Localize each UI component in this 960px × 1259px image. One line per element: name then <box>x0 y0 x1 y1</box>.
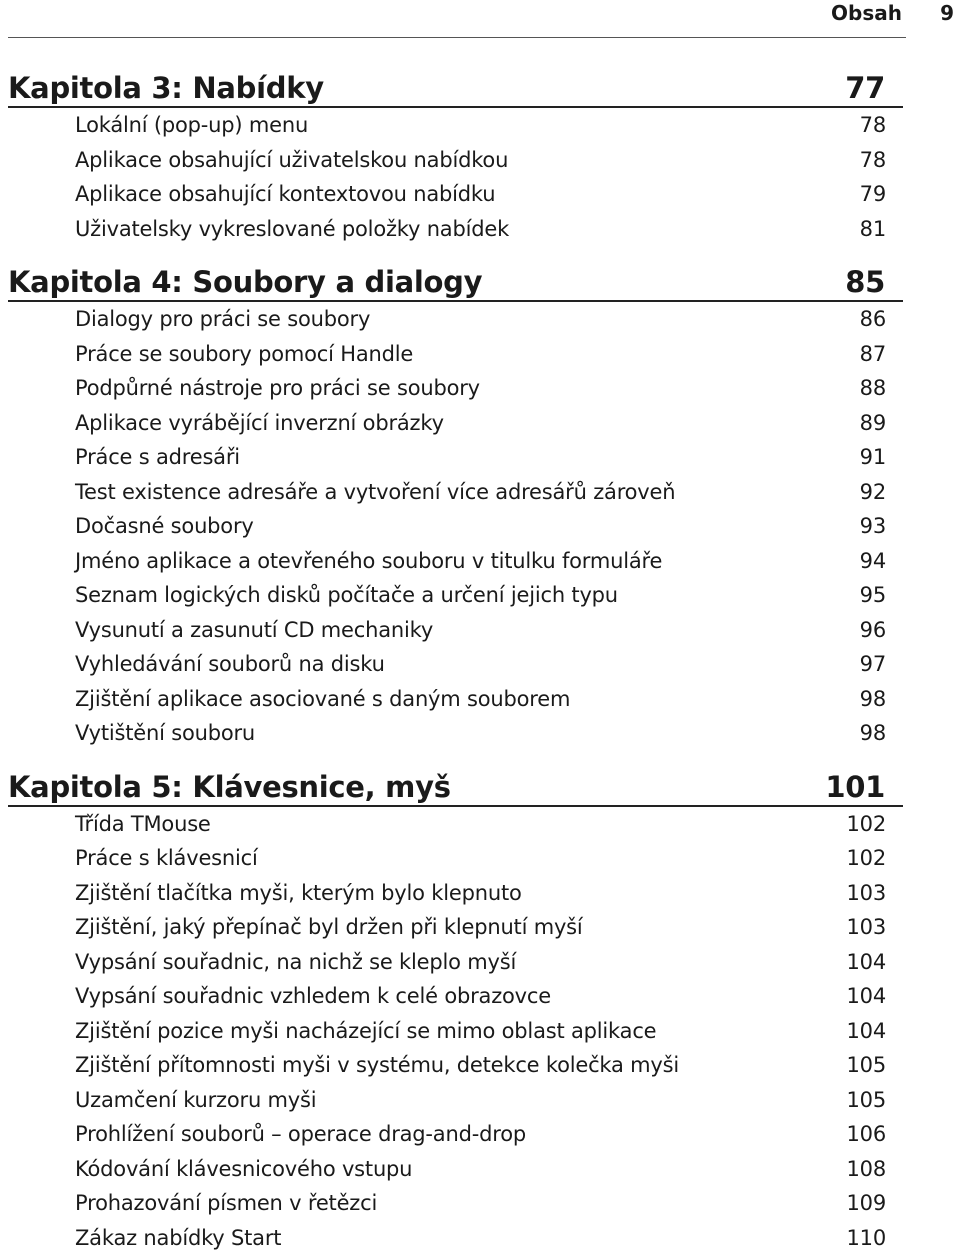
toc-entry[interactable] <box>75 337 886 372</box>
entry-page: 109 <box>846 1191 886 1216</box>
entry-page: 93 <box>859 514 886 539</box>
entry-title: Zjištění, jaký přepínač byl držen při klepnutí myší <box>75 915 583 940</box>
entry-page: 95 <box>859 583 886 608</box>
entry-title: Aplikace vyrábějící inverzní obrázky <box>75 410 444 435</box>
chapter-page: 85 <box>845 265 885 299</box>
toc-entry[interactable] <box>75 1117 886 1152</box>
toc-entry[interactable] <box>75 406 886 441</box>
entry-title: Dialogy pro práci se soubory <box>75 307 371 332</box>
entry-page: 104 <box>846 949 886 974</box>
toc-entry[interactable] <box>75 647 886 682</box>
entry-page: 105 <box>846 1053 886 1078</box>
entry-page: 96 <box>859 617 886 642</box>
entry-title: Práce s adresáři <box>75 445 240 470</box>
toc-entry[interactable] <box>75 807 886 842</box>
entry-page: 103 <box>846 915 886 940</box>
entry-page: 103 <box>846 880 886 905</box>
entry-title: Zákaz nabídky Start <box>75 1225 282 1250</box>
toc-entry[interactable] <box>75 1152 886 1187</box>
chapter-heading[interactable] <box>8 765 903 807</box>
entry-title: Zjištění přítomnosti myši v systému, detekce kolečka myši <box>75 1053 680 1078</box>
entry-page: 106 <box>846 1122 886 1147</box>
chapter-3 <box>0 66 960 246</box>
toc-entry[interactable] <box>75 1014 886 1049</box>
chapter-title: Kapitola 4: Soubory a dialogy <box>8 265 483 299</box>
entry-page: 78 <box>859 113 886 138</box>
entry-list <box>0 302 960 751</box>
entry-page: 86 <box>859 307 886 332</box>
toc-entry[interactable] <box>75 371 886 406</box>
chapter-heading[interactable] <box>8 260 903 302</box>
entry-page: 94 <box>859 548 886 573</box>
chapter-5 <box>0 765 960 1256</box>
running-header-title: Obsah <box>831 1 902 25</box>
entry-title: Prohlížení souborů – operace drag-and-drop <box>75 1122 526 1147</box>
toc-entry[interactable] <box>75 876 886 911</box>
entry-page: 110 <box>846 1225 886 1250</box>
entry-page: 89 <box>859 410 886 435</box>
entry-title: Aplikace obsahující kontextovou nabídku <box>75 182 496 207</box>
toc-entry[interactable] <box>75 979 886 1014</box>
toc-entry[interactable] <box>75 544 886 579</box>
entry-title: Kódování klávesnicového vstupu <box>75 1156 413 1181</box>
toc-entry[interactable] <box>75 910 886 945</box>
entry-title: Vypsání souřadnic, na nichž se kleplo myší <box>75 949 517 974</box>
toc-entry[interactable] <box>75 682 886 717</box>
entry-page: 104 <box>846 984 886 1009</box>
entry-title: Prohazování písmen v řetězci <box>75 1191 378 1216</box>
entry-title: Práce se soubory pomocí Handle <box>75 341 414 366</box>
entry-title: Práce s klávesnicí <box>75 846 258 871</box>
entry-title: Uzamčení kurzoru myši <box>75 1087 317 1112</box>
entry-page: 104 <box>846 1018 886 1043</box>
toc-entry[interactable] <box>75 475 886 510</box>
toc-entry[interactable] <box>75 1221 886 1256</box>
entry-title: Jméno aplikace a otevřeného souboru v titulku formuláře <box>75 548 663 573</box>
toc-entry[interactable] <box>75 841 886 876</box>
chapter-page: 77 <box>845 71 885 105</box>
chapter-page: 101 <box>825 769 885 804</box>
entry-page: 105 <box>846 1087 886 1112</box>
entry-list <box>0 108 960 246</box>
chapter-title: Kapitola 3: Nabídky <box>8 71 324 105</box>
entry-page: 108 <box>846 1156 886 1181</box>
entry-page: 97 <box>859 652 886 677</box>
entry-title: Vytištění souboru <box>75 721 256 746</box>
entry-title: Test existence adresáře a vytvoření více adresářů zároveň <box>75 479 676 504</box>
toc-entry[interactable] <box>75 302 886 337</box>
toc-entry[interactable] <box>75 945 886 980</box>
entry-title: Uživatelsky vykreslované položky nabídek <box>75 216 510 241</box>
entry-list <box>0 807 960 1256</box>
entry-page: 98 <box>859 686 886 711</box>
toc-entry[interactable] <box>75 108 886 143</box>
toc-entry[interactable] <box>75 177 886 212</box>
entry-title: Vysunutí a zasunutí CD mechaniky <box>75 617 434 642</box>
entry-page: 88 <box>859 376 886 401</box>
entry-title: Vyhledávání souborů na disku <box>75 652 385 677</box>
chapter-heading[interactable] <box>8 66 903 108</box>
entry-page: 78 <box>859 147 886 172</box>
entry-page: 102 <box>846 811 886 836</box>
entry-page: 81 <box>859 216 886 241</box>
toc-entry[interactable] <box>75 578 886 613</box>
entry-page: 102 <box>846 846 886 871</box>
toc-entry[interactable] <box>75 143 886 178</box>
entry-title: Zjištění aplikace asociované s daným souborem <box>75 686 571 711</box>
toc-entry[interactable] <box>75 1186 886 1221</box>
running-header-page-number: 9 <box>940 1 954 25</box>
toc-entry[interactable] <box>75 1083 886 1118</box>
entry-title: Seznam logických disků počítače a určení jejich typu <box>75 583 618 608</box>
toc-entry[interactable] <box>75 1048 886 1083</box>
header-rule <box>8 37 906 38</box>
chapter-4 <box>0 260 960 751</box>
entry-page: 79 <box>859 182 886 207</box>
entry-title: Vypsání souřadnic vzhledem k celé obrazovce <box>75 984 551 1009</box>
entry-page: 98 <box>859 721 886 746</box>
entry-title: Třída TMouse <box>75 811 211 836</box>
toc-entry[interactable] <box>75 716 886 751</box>
entry-title: Zjištění pozice myši nacházející se mimo oblast aplikace <box>75 1018 657 1043</box>
entry-title: Dočasné soubory <box>75 514 254 539</box>
toc-entry[interactable] <box>75 440 886 475</box>
entry-page: 87 <box>859 341 886 366</box>
toc-entry[interactable] <box>75 509 886 544</box>
entry-title: Aplikace obsahující uživatelskou nabídkou <box>75 147 509 172</box>
entry-title: Zjištění tlačítka myši, kterým bylo klepnuto <box>75 880 522 905</box>
toc-entry[interactable] <box>75 212 886 247</box>
entry-page: 91 <box>859 445 886 470</box>
table-of-contents <box>0 66 960 1255</box>
page-header <box>0 0 960 40</box>
entry-title: Lokální (pop-up) menu <box>75 113 309 138</box>
chapter-title: Kapitola 5: Klávesnice, myš <box>8 769 451 804</box>
toc-entry[interactable] <box>75 613 886 648</box>
entry-title: Podpůrné nástroje pro práci se soubory <box>75 376 480 401</box>
entry-page: 92 <box>859 479 886 504</box>
